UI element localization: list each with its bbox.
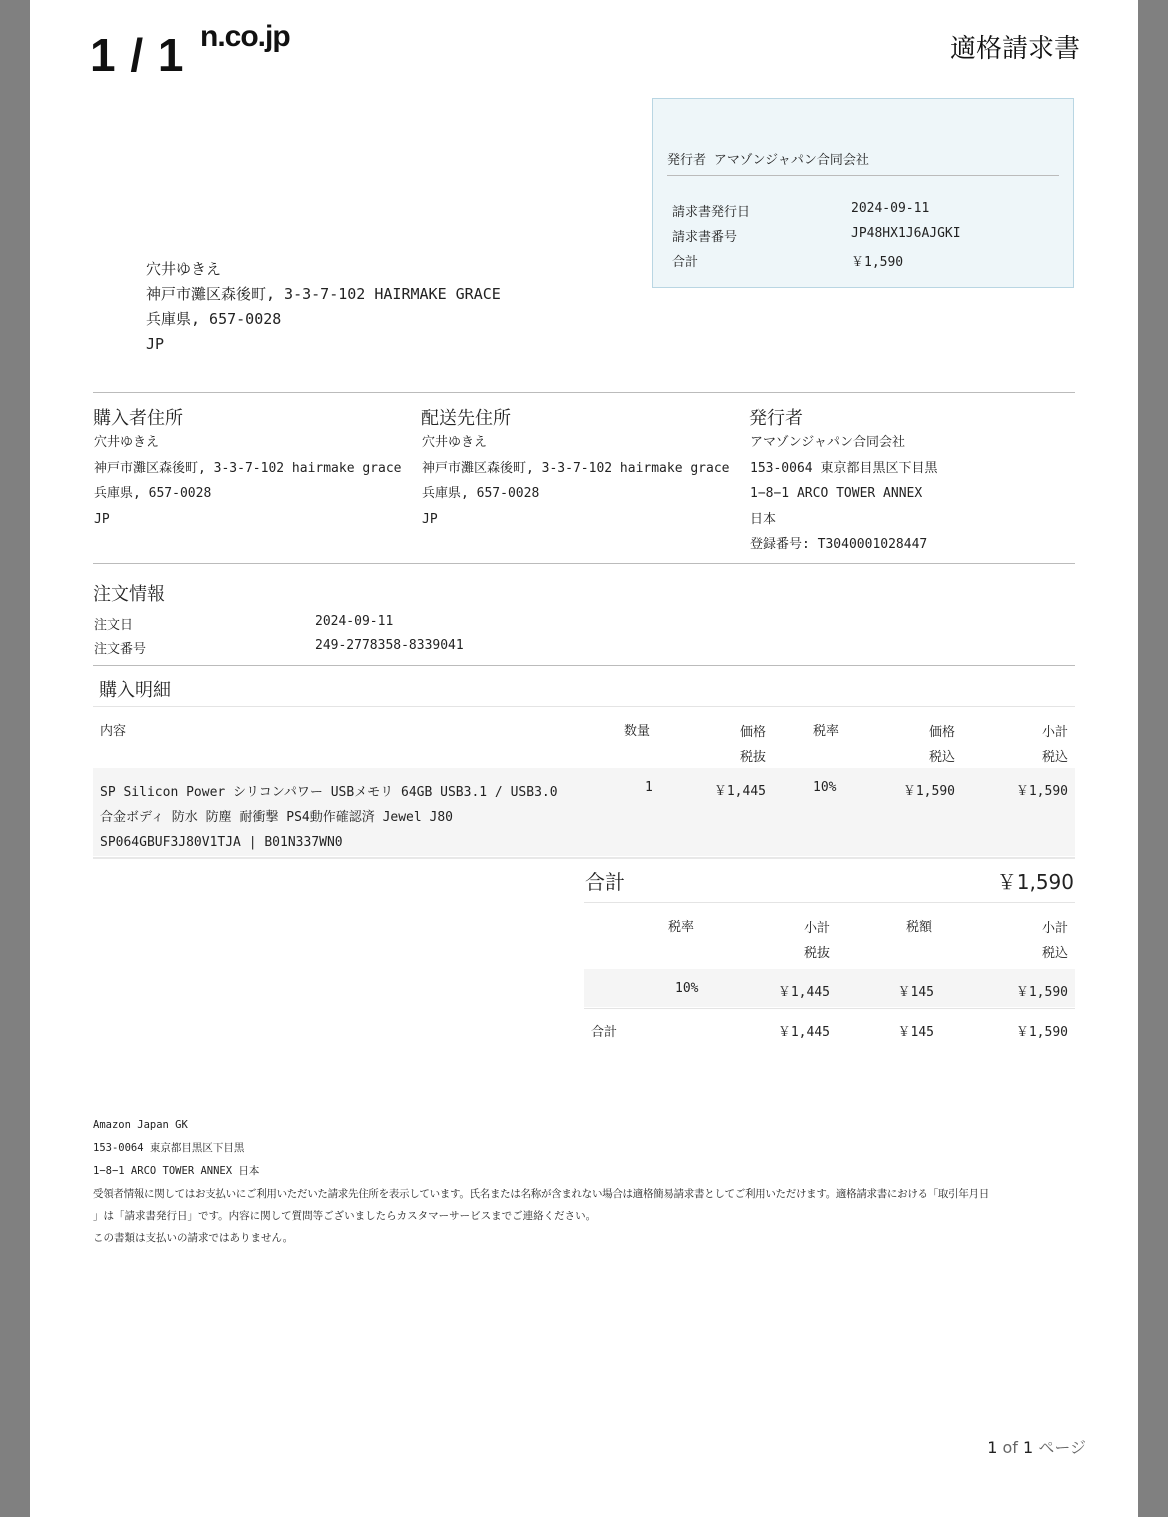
page-number: 1 of 1 ページ <box>987 1438 1086 1457</box>
footer-note: 受領者情報に関してはお支払いにご利用いただいた請求先住所を表示しています。氏名または名称が含まれない場合は適格簡易請求書としてご利用いただけます。適格請求書における「取引年月日 」は「請求書発行日」です。内容に関して質問等ございましたらカスタマーサービスまでご連絡ください。 <box>93 1188 989 1222</box>
footer-address-1: 153-0064 東京都目黒区下目黒 <box>93 1142 245 1154</box>
divider <box>93 706 1075 707</box>
order-date-value: 2024-09-11 <box>315 614 394 629</box>
recipient-address: 穴井ゆきえ 神戸市灘区森後町, 3-3-7-102 HAIRMAKE GRACE 兵庫県, 657-0028 JP <box>146 260 501 353</box>
col-header-price-in: 価格 税込 <box>928 725 955 765</box>
col-header-desc: 内容 <box>100 724 127 739</box>
tax-col-tax: 税額 <box>906 920 933 935</box>
footer-address-2: 1−8−1 ARCO TOWER ANNEX 日本 <box>93 1165 260 1177</box>
item-description: SP Silicon Power シリコンパワー USBメモリ 64GB USB3.1 / USB3.0 合金ボディ 防水 防塵 耐衝撃 PS4動作確認済 Jewel J80 SP064GBUF3J80V1TJA | B01N337WN0 <box>100 785 558 850</box>
info-total-value: ￥1,590 <box>851 255 904 270</box>
shipping-address-title: 配送先住所 <box>421 408 511 429</box>
col-header-qty: 数量 <box>624 724 651 739</box>
tax-col-rate: 税率 <box>668 920 695 935</box>
amazon-logo: n.co.jp <box>200 20 290 53</box>
tax-row-sub-ex: ￥1,445 <box>777 985 830 1000</box>
footer-disclaimer: この書類は支払いの請求ではありません。 <box>93 1232 294 1244</box>
footer-company: Amazon Japan GK <box>93 1119 188 1131</box>
order-number-value: 249-2778358-8339041 <box>315 638 464 653</box>
invoice-info-box <box>652 98 1074 288</box>
info-issue-date-value: 2024-09-11 <box>851 201 930 216</box>
invoice-page <box>30 0 1138 1517</box>
tax-sum-sub-in: ￥1,590 <box>1015 1025 1068 1040</box>
info-issuer: 発行者 アマゾンジャパン合同会社 <box>667 153 869 168</box>
item-price-in: ￥1,590 <box>902 784 955 799</box>
buyer-address: 穴井ゆきえ 神戸市灘区森後町, 3-3-7-102 hairmake grace 兵庫県, 657-0028 JP <box>94 435 402 527</box>
divider <box>93 563 1075 564</box>
tax-row-sub-in: ￥1,590 <box>1015 985 1068 1000</box>
divider <box>584 1008 1075 1009</box>
info-total-label: 合計 <box>672 255 699 270</box>
tax-col-sub-in: 小計 税込 <box>1041 921 1068 961</box>
item-price-ex: ￥1,445 <box>713 784 766 799</box>
order-date-label: 注文日 <box>94 618 134 633</box>
tax-sum-tax: ￥145 <box>897 1025 934 1040</box>
issuer-title: 発行者 <box>749 408 803 429</box>
tax-sum-label: 合計 <box>591 1025 618 1040</box>
info-issue-date-label: 請求書発行日 <box>672 205 751 220</box>
divider <box>93 857 1075 859</box>
table-row <box>93 768 1075 856</box>
order-info-title: 注文情報 <box>93 584 165 605</box>
items-title: 購入明細 <box>99 680 171 701</box>
tax-row-rate: 10% <box>675 981 699 996</box>
tax-col-sub-ex: 小計 税抜 <box>803 921 830 961</box>
total-label: 合計 <box>585 870 625 894</box>
info-invoice-number-value: JP48HX1J6AJGKI <box>851 226 961 241</box>
shipping-address: 穴井ゆきえ 神戸市灘区森後町, 3-3-7-102 hairmake grace 兵庫県, 657-0028 JP <box>422 435 730 527</box>
buyer-address-title: 購入者住所 <box>93 408 183 429</box>
item-subtotal: ￥1,590 <box>1015 784 1068 799</box>
info-invoice-number-label: 請求書番号 <box>672 230 738 245</box>
info-divider <box>667 175 1059 176</box>
tax-sum-sub-ex: ￥1,445 <box>777 1025 830 1040</box>
issuer-address: アマゾンジャパン合同会社 153-0064 東京都目黒区下目黒 1−8−1 ARCO TOWER ANNEX 日本 登録番号: T3040001028447 <box>750 435 938 552</box>
col-header-price-ex: 価格 税抜 <box>739 725 766 765</box>
col-header-subtotal: 小計 税込 <box>1041 725 1068 765</box>
col-header-rate: 税率 <box>813 724 840 739</box>
footer <box>93 1114 1083 1250</box>
tax-row-tax: ￥145 <box>897 985 934 1000</box>
item-qty: 1 <box>645 780 653 795</box>
divider <box>584 902 1075 903</box>
item-rate: 10% <box>813 780 837 795</box>
tax-row <box>584 969 1075 1007</box>
divider <box>93 665 1075 666</box>
order-number-label: 注文番号 <box>94 642 147 657</box>
document-title: 適格請求書 <box>949 34 1080 64</box>
page-indicator: 1 / 1 <box>90 29 185 81</box>
divider <box>93 392 1075 393</box>
total-value: ￥1,590 <box>996 870 1074 894</box>
